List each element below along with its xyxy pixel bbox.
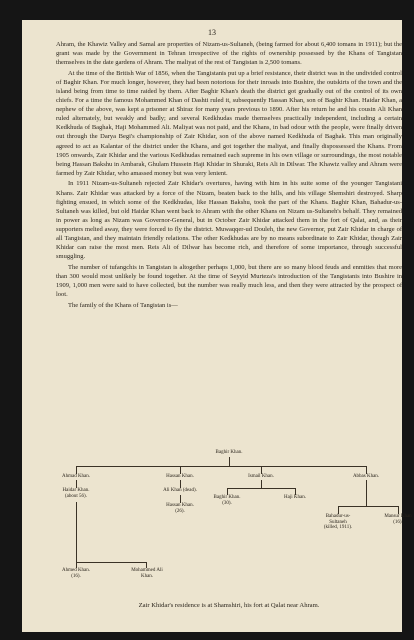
paragraph-family-intro: The family of the Khans of Tangistan is—	[68, 301, 178, 309]
tree-line	[76, 466, 77, 474]
tree-line	[398, 506, 399, 514]
tree-node-ismail-khan: Ismail Khan.	[248, 474, 274, 479]
tree-line	[76, 480, 77, 488]
tree-line	[76, 502, 77, 562]
tree-line	[338, 506, 398, 507]
tree-node-hassan-khan: Hassan Khan.	[166, 474, 194, 479]
tree-node-haji-khan: Haji Khan.	[284, 495, 306, 500]
caption: Zair Khidar's residence is at Shamshiri, his fort at Qalat near Ahram.	[138, 602, 320, 609]
tree-node-mansur-khan: Mansur Khan (16).	[384, 514, 412, 525]
tree-line	[227, 488, 228, 495]
tree-node-bahadur-us-sultaneh: Bahadur-us- Sultaneh (killed, 1911).	[323, 514, 353, 531]
tree-line	[227, 488, 295, 489]
tree-node-mohammed-ali-khan: Mohammed Ali Khan.	[131, 568, 163, 579]
paragraph-ahram: Ahram, the Khawiz Valley and Samal are properties of Nizam-us-Sultaneh, (being farmed for about 6,400 tomans in 1911); but the grant was made by the Government in Tehran irrespective of the rights of ownership possessed by the Khans of Tangistan themselves in the date gardens of Ahram. The maliyat of the rest of Tangistan is 2,500 tomans.	[56, 41, 402, 67]
tree-node-baghir-khan: Baghir Khan.	[215, 450, 243, 455]
tree-node-ahmad-khan: Ahmad Khan.	[61, 474, 91, 479]
tree-node-haidar-khan: Haidar Khan. (about 56).	[62, 488, 90, 499]
tree-line	[180, 466, 181, 474]
tree-node-baghir-khan-junior: Baghir Khan. (30).	[213, 495, 241, 506]
tree-line	[261, 466, 262, 474]
paragraph-tufangchis: The number of tufangchis in Tangistan is altogether perhaps 1,000, but there are so many blood feuds and enmities that more than 300 would most unlikely be found together. At the time of Seyyid Murteza's introduction of the Tangistanis into Bushire in 1909, 1,000 men were said to have collected, but the number was really much less, and then they were attracted by the prospect of loot.	[56, 263, 402, 299]
tree-line	[229, 457, 230, 466]
body-text	[56, 40, 402, 311]
tree-line	[76, 466, 366, 467]
document-page	[22, 20, 412, 632]
tree-line	[261, 480, 262, 488]
tree-line	[180, 495, 181, 503]
tree-line	[338, 506, 339, 514]
family-tree	[56, 450, 412, 590]
page-number: 13	[208, 28, 216, 37]
tree-line	[366, 480, 367, 506]
tree-line	[180, 480, 181, 488]
tree-node-hassan-khan-junior: Hassan Khan. (26).	[166, 503, 194, 514]
tree-line	[295, 488, 296, 495]
tree-node-ali-khan: Ali Khan (dead).	[163, 488, 197, 493]
tree-line	[366, 466, 367, 474]
tree-line	[76, 562, 146, 563]
paragraph-history: At the time of the British War of 1856, when the Tangistanis put up a brief resistance, their district was in the undivided control of Baghir Khan. For much longer, however, they had been notorious for their inroads into Bushire, the outskirts of the town and the island being from time to time raided by them. After Baghir Khan's death the district got gradually out of the control of its own chiefs. For a time the famous Mohammed Khan of Dashti ruled it, subsequently Hassan Khan, son of Baghir Khan. Haidar Khan, a nephew of the above, was kept a prisoner at Shiraz for many years previous to 1890. After his return he and his cousin Ali Khan ruled alternately, but weakly and badly; and several Kedkhudas made themselves practically independent, including a certain Kedkhuda of Baghak, Haji Mohammed Ali. Maliyat was not paid, and the Khans, in bad odour with the people, were finally driven out through the Darya Begi's championship of Zair Khidar, son of the above named Kedkhuda of Baghak. This man originally agreed to act as Kalantar of the district under the Khans, and got together the maliyat, and finally dispossessed the Khans. From 1905 onwards, Zair Khidar and the various Kedkhudas remained each supreme in his own village or surroundings, the most notable being Hassan Bakshu in Ambarak, Ghulam Hussein Haji Khidar in Shuraki, Reis Ali in Dilwar. The Khawiz valley and Ahram were farmed by Zair Khidar, who amassed money but was very lenient.	[56, 69, 402, 177]
paragraph-1911: In 1911 Nizam-us-Sultaneh rejected Zair Khidar's overtures, having with him in his suite some of the younger Tangistani Khans. Zair Khidar was attacked by a force of the Nizam, beaten back to the hills, and his village Shemshiri destroyed. Sharp fighting ensued, in which some of the Kedkhudas, like Hassan Bakshu, took the part of the Khans. Baghir Khan, Bahadur-us-Sultaneh was killed, but old Haidar Khan went back to Ahram with the other Khans on Nizam us-Sultaneh's behalf. They remained in power as long as Nizam was Governor-General, but in October Zair Khidar attacked them in the fort of Qalat, and, as their supporters melted away, they were forced to fly the district. Muwaqqer-ud Douleh, the new Governor, put Zair Khidar in charge of all Tangistan, and they maintain friendly relations. The other Kedkhudas are by no means subordinate to Zair Khidar, though Zair Khidar can raise the most men. Reis Ali of Dilwar has become rich, and therefore of some importance, through successful smuggling.	[56, 180, 402, 261]
tree-node-ahmed-khan: Ahmed Khan. (16).	[61, 568, 91, 579]
tree-node-abbas-khan: Abbas Khan.	[352, 474, 380, 479]
